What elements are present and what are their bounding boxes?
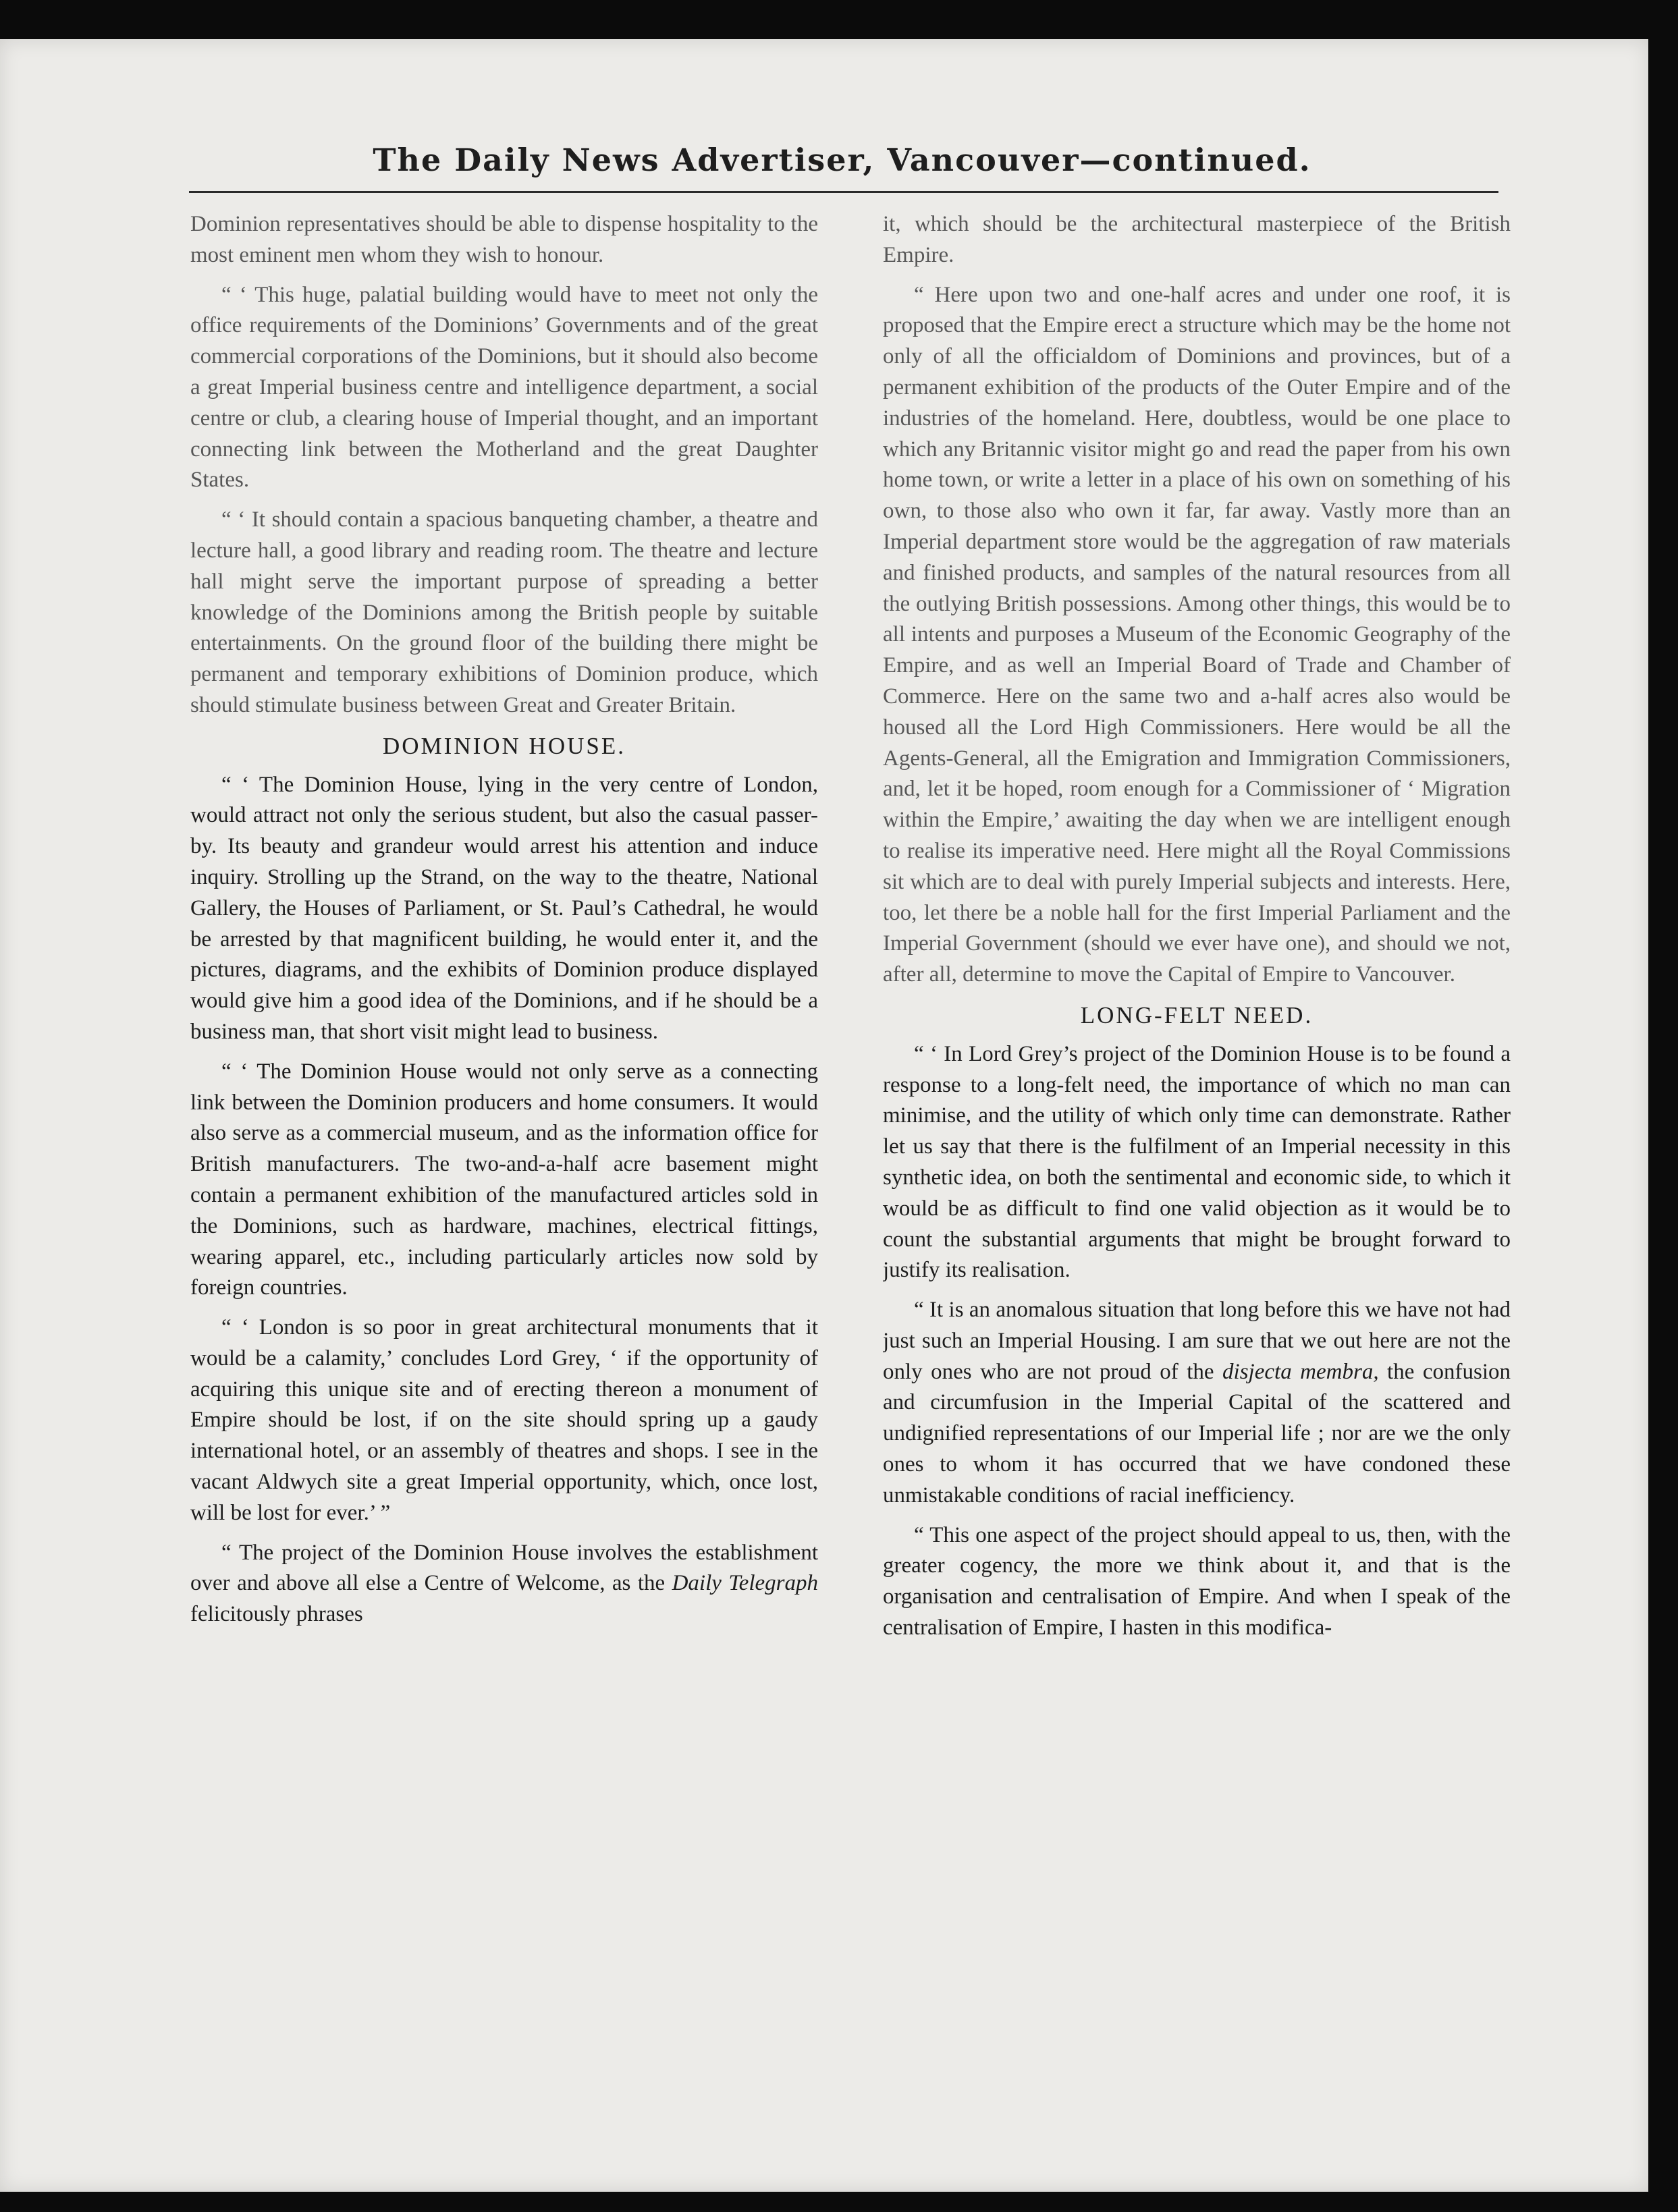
paragraph: “ ‘ This huge, palatial building would have to meet not only the office requirements of the Dominions’ Governments and of the great commercial corporations of the Dominions, but it should also become a great Imperial business centre and intelligence department, a social centre or club, a clearing house of Imperial thought, and an important connecting link between the Motherland and the great Daughter States. [190,282,818,493]
paragraph: “ ‘ The Dominion House, lying in the very centre of London, would attract not only the serious student, but also the casual passer-by. Its beauty and grandeur would arrest his attention and induce inquiry. Strolling up the Strand, on the way to the theatre, National Gallery, the Houses of Parliament, or St. Paul’s Cathedral, he would be arrested by that magnificent building, he would enter it, and the pictures, diagrams, and the exhibits of Dominion produce displayed would give him a good idea of the Dominions, and if he should be a business man, that short visit might lead to business. [190,772,818,1044]
left-column [190,209,818,2153]
paragraph [190,1538,818,1630]
masthead-title: The Daily News Advertiser, Vancouver—continued. [373,142,1311,178]
paragraph: “ ‘ It should contain a spacious banqueting chamber, a theatre and lecture hall, a good library and reading room. The theatre and lecture hall might serve the important purpose of spreading a better knowledge of the Dominions among the British people by suitable entertainments. On the ground floor of the building there might be permanent and temporary exhibitions of Dominion produce, which should stimulate business between Great and Greater Britain. [190,507,818,717]
paragraph: “ ‘ The Dominion House would not only serve as a connecting link between the Dominion producers and home consumers. It would also serve as a commercial museum, and as the information office for British manufacturers. The two-and-a-half acre basement might contain a permanent exhibition of the manufactured articles sold in the Dominions, such as hardware, machines, electrical fittings, wearing apparel, etc., including particularly articles now sold by foreign countries. [190,1059,818,1300]
paragraph: “ ‘ London is so poor in great architectural monuments that it would be a calamity,’ concludes Lord Grey, ‘ if the opportunity of acquiring this unique site and of erecting thereon a monument of Empire should be lost, if on the site should spring up a gaudy international hotel, or an assembly of theatres and shops. I see in the vacant Aldwych site a great Imperial opportunity, which, once lost, will be lost for ever.’ ” [190,1315,818,1525]
section-heading: DOMINION HOUSE. [383,732,626,759]
section-heading: LONG-FELT NEED. [1080,1001,1314,1028]
paragraph: “ Here upon two and one-half acres and under one roof, it is proposed that the Empire erect a structure which may be the home not only of all the officialdom of Dominions and provinces, but of a permanent exhibition of the products of the Outer Empire and of the industries of the homeland. Here, doubtless, would be one place to which any Britannic visitor might go and read the paper from his own home town, or write a letter in a place of his own on something of his own, to those also who own it far, far away. Vastly more than an Imperial department store would be the aggregation of raw materials and finished products, and samples of the natural resources from all the outlying British possessions. Among other things, this would be to all intents and purposes a Museum of the Economic Geography of the Empire, and as well an Imperial Board of Trade and Chamber of Commerce. Here on the same two and a-half acres also would be housed all the Lord High Commissioners. Here would be all the Agents-General, all the Emigration and Immigration Commissioners, and, let it be hoped, room enough for a Commissioner of ‘ Migration within the Empire,’ awaiting the day when we are intelligent enough to realise its imperative need. Here might all the Royal Commissions sit which are to deal with purely Imperial subjects and interests. Here, too, let there be a noble hall for the first Imperial Parliament and the Imperial Government (should we ever have one), and should we not, after all, determine to move the Capital of Empire to Vancouver. [883,282,1511,987]
masthead-rule [189,191,1498,193]
text-run: felicitously phrases [190,1602,363,1627]
text-run: “ It is an anomalous situation that long before this we have not had just such an Imperial Housing. I am sure that we out here are not the only ones who are not proud of the [883,1298,1511,1384]
paragraph: “ ‘ In Lord Grey’s project of the Dominion House is to be found a response to a long-felt need, the importance of which no man can minimise, and the utility of which only time can demonstrate. Rather let us say that there is the fulfilment of an Imperial necessity in this synthetic idea, on both the sentimental and economic side, to which it would be as difficult to find one valid objection as it would be to count the substantial arguments that might be brought forward to justify its realisation. [883,1041,1511,1283]
paragraph: it, which should be the architectural masterpiece of the British Empire. [883,212,1511,267]
right-column [883,209,1511,2153]
paragraph: “ This one aspect of the project should appeal to us, then, with the greater cogency, the more we think about it, and that is the organisation and centralisation of Empire. And when I speak of the centralisation of Empire, I hasten in this modifica- [883,1522,1511,1640]
italic-text: Daily Telegraph [672,1571,818,1596]
paragraph [883,1295,1511,1512]
text-run: “ The project of the Dominion House involves the establishment over and above all else a Centre of Welcome, as the [190,1540,818,1596]
paragraph: Dominion representatives should be able to dispense hospitality to the most eminent men whom they wish to honour. [190,212,818,267]
text-run: the confusion and circumfusion in the Imperial Capital of the scattered and undignified representations of our Imperial life ; nor are we the only ones to whom it has occurred that we have condoned these unmistakable conditions of racial inefficiency. [883,1359,1511,1508]
italic-text: disjecta membra, [1222,1359,1379,1384]
